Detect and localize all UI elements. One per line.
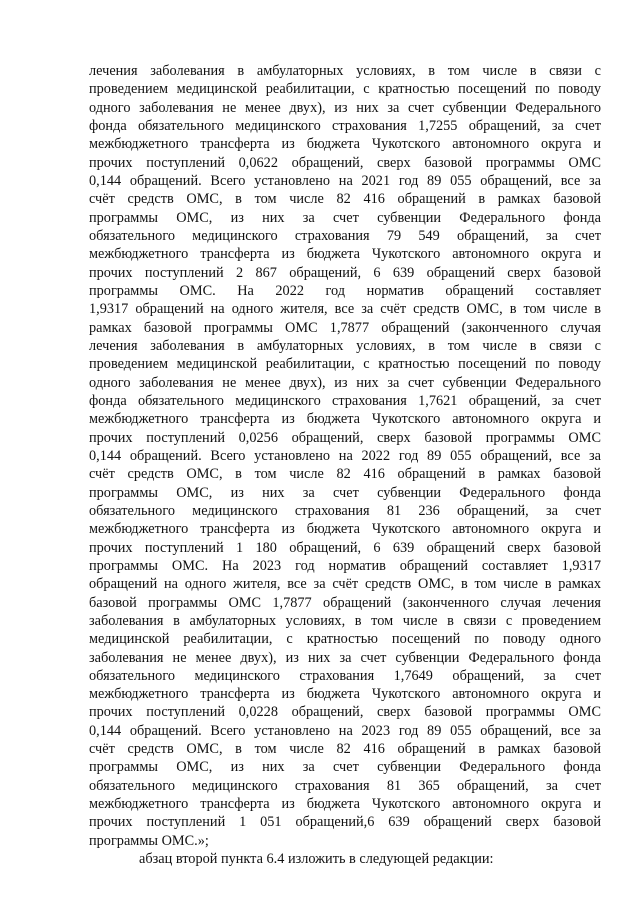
- text-line: счёт средств ОМС, в том числе 82 416 обращений в рамках базовой: [89, 741, 601, 758]
- text-line: 1,9317 обращений на одного жителя, все за счёт средств ОМС, в том числе в: [89, 301, 601, 318]
- text-line: прочих поступлений 0,0256 обращений, сверх базовой программы ОМС: [89, 429, 601, 446]
- text-line: проведением медицинской реабилитации, с кратностью посещений по поводу: [89, 356, 601, 373]
- text-line: проведением медицинской реабилитации, с кратностью посещений по поводу: [89, 81, 601, 98]
- text-line: лечения заболевания в амбулаторных условиях, в том числе в связи с: [89, 337, 601, 354]
- text-line: заболевания не менее двух), из них за счет субвенции Федерального фонда: [89, 649, 601, 666]
- instruction-paragraph: абзац второй пункта 6.4 изложить в следующей редакции:: [139, 851, 494, 868]
- text-line: программы ОМС, из них за счет субвенции Федерального фонда: [89, 209, 601, 226]
- text-line: прочих поступлений 0,0228 обращений, сверх базовой программы ОМС: [89, 704, 601, 721]
- text-line: обязательного медицинского страхования 1,7649 обращений, за счет: [89, 667, 601, 684]
- text-line: 0,144 обращений. Всего установлено на 2022 год 89 055 обращений, все за: [89, 447, 601, 464]
- text-line: межбюджетного трансферта из бюджета Чукотского автономного округа и: [89, 136, 601, 153]
- text-line: рамках базовой программы ОМС 1,7877 обращений (законченного случая: [89, 319, 601, 336]
- text-line: лечения заболевания в амбулаторных условиях, в том числе в связи с: [89, 63, 601, 79]
- text-line: 0,144 обращений. Всего установлено на 2021 год 89 055 обращений, все за: [89, 172, 601, 189]
- text-line: одного заболевания не менее двух), из них за счет субвенции Федерального: [89, 374, 601, 391]
- text-line: межбюджетного трансферта из бюджета Чукотского автономного округа и: [89, 796, 601, 813]
- text-line: медицинской реабилитации, с кратностью посещений по поводу одного: [89, 631, 601, 648]
- body-paragraph: [89, 62, 601, 850]
- text-line: одного заболевания не менее двух), из них за счет субвенции Федерального: [89, 99, 601, 116]
- text-line: межбюджетного трансферта из бюджета Чукотского автономного округа и: [89, 411, 601, 428]
- text-line: прочих поступлений 1 180 обращений, 6 639 обращений сверх базовой: [89, 539, 601, 556]
- text-line: межбюджетного трансферта из бюджета Чукотского автономного округа и: [89, 521, 601, 538]
- text-line: прочих поступлений 2 867 обращений, 6 639 обращений сверх базовой: [89, 264, 601, 281]
- text-line: фонда обязательного медицинского страхования 1,7255 обращений, за счет: [89, 117, 601, 134]
- text-line: межбюджетного трансферта из бюджета Чукотского автономного округа и: [89, 246, 601, 263]
- text-line: 0,144 обращений. Всего установлено на 2023 год 89 055 обращений, все за: [89, 722, 601, 739]
- text-line: межбюджетного трансферта из бюджета Чукотского автономного округа и: [89, 686, 601, 703]
- text-line: базовой программы ОМС 1,7877 обращений (законченного случая лечения: [89, 594, 601, 611]
- text-line: обращений на одного жителя, все за счёт средств ОМС, в том числе в рамках: [89, 576, 601, 593]
- text-line: программы ОМС, из них за счет субвенции Федерального фонда: [89, 759, 601, 776]
- text-line: обязательного медицинского страхования 81 236 обращений, за счет: [89, 502, 601, 519]
- text-line: счёт средств ОМС, в том числе 82 416 обращений в рамках базовой: [89, 191, 601, 208]
- text-line: программы ОМС. На 2022 год норматив обращений составляет: [89, 282, 601, 299]
- text-line: заболевания в амбулаторных условиях, в том числе в связи с проведением: [89, 612, 601, 629]
- text-line: прочих поступлений 1 051 обращений,6 639 обращений сверх базовой: [89, 814, 601, 831]
- text-line: программы ОМС.»;: [89, 832, 209, 849]
- text-line: прочих поступлений 0,0622 обращений, сверх базовой программы ОМС: [89, 154, 601, 171]
- document-page: [89, 62, 601, 868]
- text-line: счёт средств ОМС, в том числе 82 416 обращений в рамках базовой: [89, 466, 601, 483]
- text-line: фонда обязательного медицинского страхования 1,7621 обращений, за счет: [89, 392, 601, 409]
- text-line: обязательного медицинского страхования 81 365 обращений, за счет: [89, 777, 601, 794]
- text-line: программы ОМС. На 2023 год норматив обращений составляет 1,9317: [89, 557, 601, 574]
- text-line: программы ОМС, из них за счет субвенции Федерального фонда: [89, 484, 601, 501]
- text-line: обязательного медицинского страхования 79 549 обращений, за счет: [89, 227, 601, 244]
